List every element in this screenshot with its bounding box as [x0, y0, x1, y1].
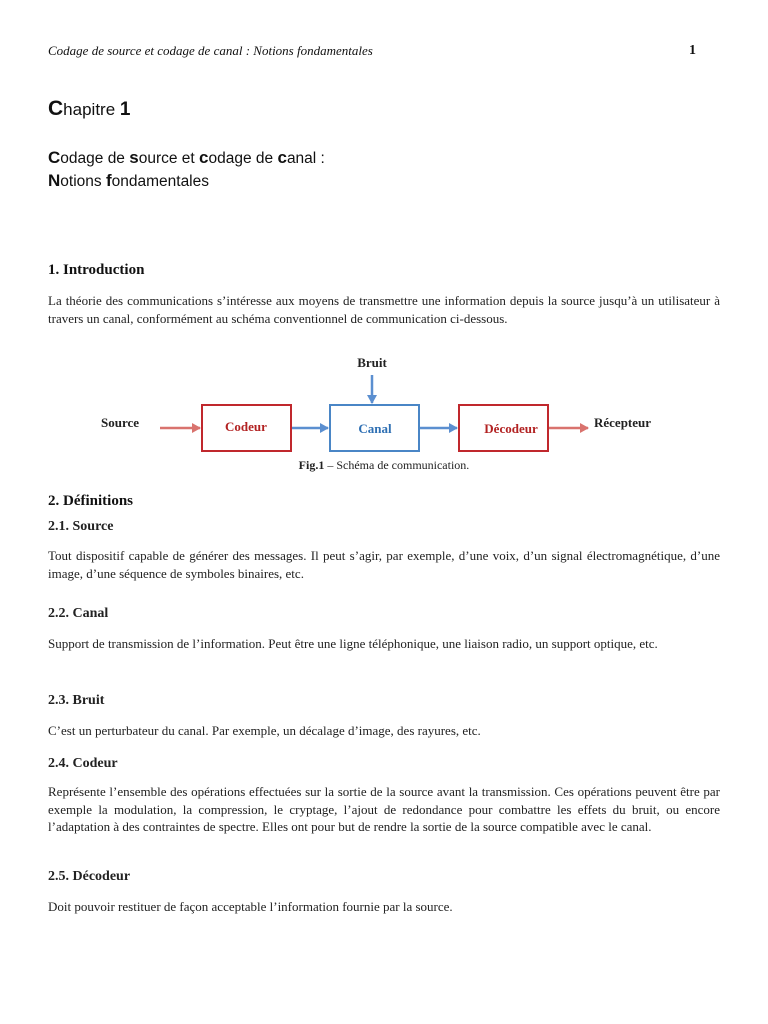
- subsection-heading-bruit: 2.3. Bruit: [48, 693, 105, 708]
- label-bruit: Bruit: [357, 355, 387, 370]
- chapter-title: [48, 97, 130, 121]
- paragraph-decodeur: Doit pouvoir restituer de façon acceptable l’information fournie par la source.: [48, 899, 453, 914]
- subtitle-cap: s: [129, 148, 139, 167]
- subtitle-cap: c: [199, 148, 209, 167]
- paragraph-codeur: Représente l’ensemble des opérations effectuées sur la sortie de la source avant la transmission. Ces opérations peuvent être par exemple la modulation, la compression, le cryptage, l’ajout de redondance pour combattre les effets du bruit, ou encore l’adaptation à des contraintes de spectre. Elles ont pour but de rendre la sortie de la source compatible avec le canal.: [48, 784, 720, 834]
- section-heading-definitions: 2. Définitions: [48, 493, 134, 509]
- subsection-heading-codeur: 2.4. Codeur: [48, 756, 118, 771]
- paragraph-source: Tout dispositif capable de générer des messages. Il peut s’agir, par exemple, d’une voix, d’un signal électromagnétique, d’une image, d’une séquence de symboles binaires, etc.: [48, 548, 720, 581]
- subtitle-text: otions: [60, 173, 106, 190]
- communication-diagram: [0, 345, 768, 455]
- chapter-word: hapitre: [63, 100, 116, 119]
- caption-text: – Schéma de communication.: [324, 458, 470, 472]
- subtitle-text: anal :: [286, 150, 325, 167]
- subtitle-text: odage de: [208, 150, 278, 167]
- chapter-subtitle: [48, 147, 325, 193]
- subtitle-cap: N: [48, 171, 61, 190]
- paragraph-bruit: C’est un perturbateur du canal. Par exemple, un décalage d’image, des rayures, etc.: [48, 723, 481, 738]
- chapter-initial: C: [48, 97, 64, 120]
- page-number: 1: [689, 43, 696, 58]
- subtitle-text: ondamentales: [111, 173, 209, 190]
- subsection-heading-source: 2.1. Source: [48, 519, 114, 534]
- chapter-number: 1: [119, 99, 131, 120]
- section-heading-introduction: 1. Introduction: [48, 262, 145, 278]
- subtitle-line-2: [48, 170, 325, 193]
- subtitle-line-1: [48, 147, 325, 170]
- label-canal: Canal: [358, 421, 392, 436]
- subtitle-text: ource et: [138, 150, 200, 167]
- label-codeur: Codeur: [225, 419, 267, 434]
- subtitle-cap: C: [48, 148, 61, 167]
- subtitle-cap: f: [105, 171, 112, 190]
- subtitle-cap: c: [277, 148, 287, 167]
- subsection-heading-decodeur: 2.5. Décodeur: [48, 869, 131, 884]
- figure-caption: [0, 458, 768, 473]
- subtitle-text: odage de: [60, 150, 130, 167]
- paragraph-introduction: La théorie des communications s’intéresse aux moyens de transmettre une information depuis la source jusqu’à un utilisateur à travers un canal, conformément au schéma conventionnel de communication ci-dessous.: [48, 293, 720, 326]
- running-header: Codage de source et codage de canal : Notions fondamentales: [48, 43, 373, 58]
- paragraph-canal: Support de transmission de l’information. Peut être une ligne téléphonique, une liaison radio, un support optique, etc.: [48, 636, 658, 651]
- caption-label: Fig.1: [298, 458, 325, 472]
- label-source: Source: [101, 415, 140, 430]
- label-recepteur: Récepteur: [594, 415, 652, 430]
- subsection-heading-canal: 2.2. Canal: [48, 606, 109, 621]
- label-decodeur: Décodeur: [484, 421, 538, 436]
